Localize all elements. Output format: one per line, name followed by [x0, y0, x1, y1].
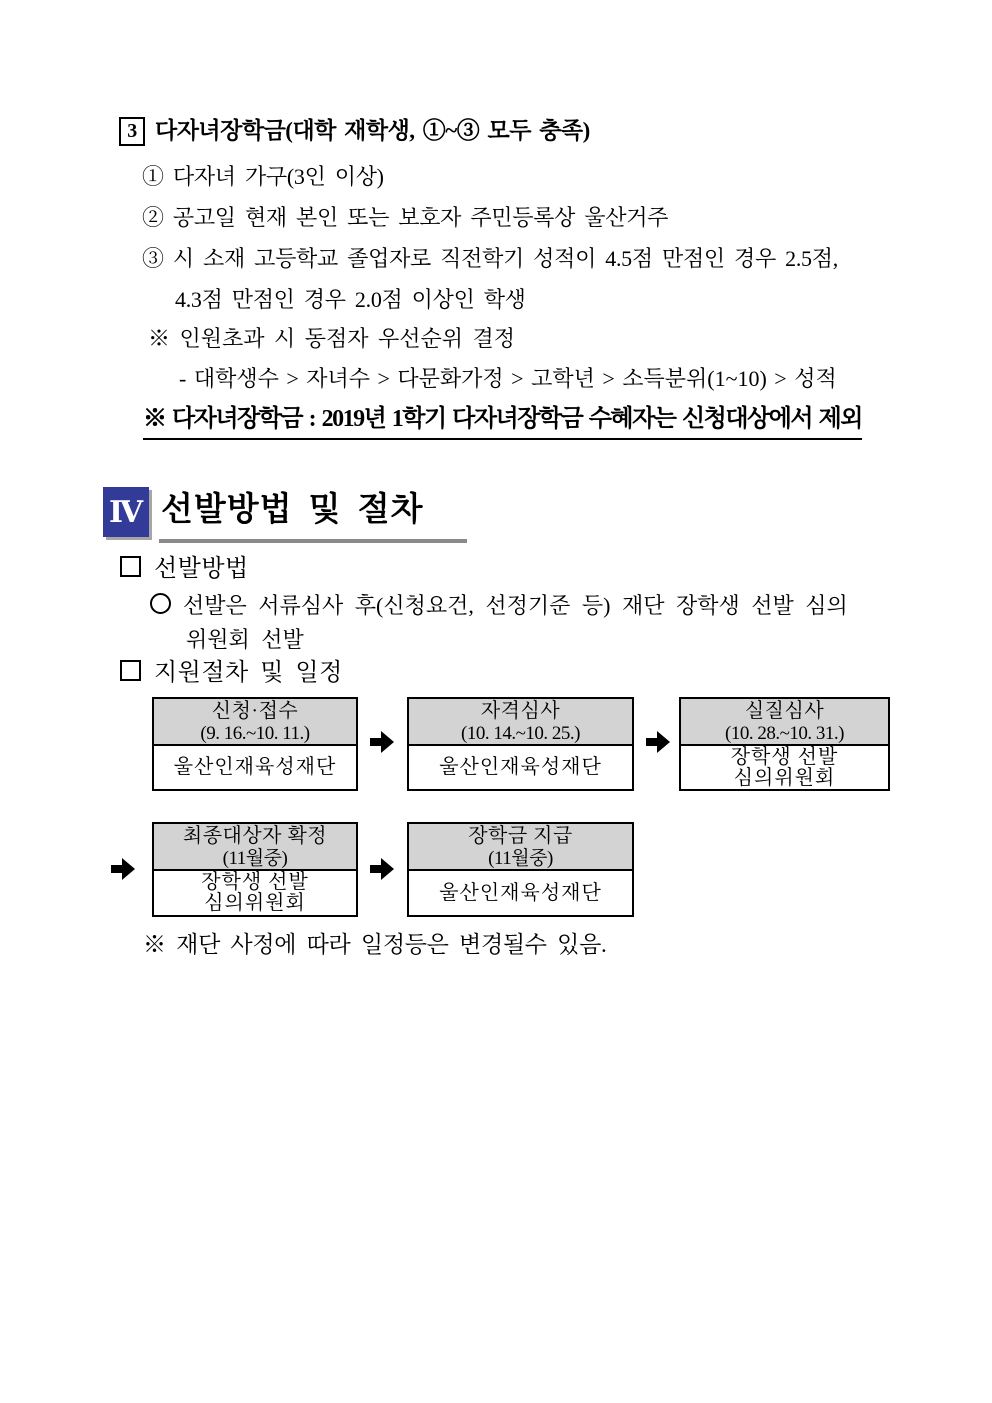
flow-step-title: 신청·접수 — [211, 699, 299, 722]
flow-step-apply — [152, 697, 358, 791]
flow-step-period: (11월중) — [488, 847, 553, 869]
flow-step-owner-line2: 심의위원회 — [204, 892, 306, 914]
flow-step-owner — [681, 746, 888, 789]
section4-roman-numeral-badge — [103, 487, 149, 537]
flow-step-owner-line2: 심의위원회 — [733, 766, 836, 789]
flow-arrow-icon — [111, 858, 136, 880]
flow-step-header — [154, 699, 356, 746]
flow-arrow-icon — [370, 858, 395, 880]
method-heading — [120, 548, 249, 583]
flow-step-owner-line1: 울산인재육성재단 — [173, 756, 337, 778]
flow-step-final-confirmation — [152, 822, 358, 917]
flow-step-header — [681, 699, 888, 746]
flow-arrow-icon — [646, 731, 671, 753]
schedule-change-note: ※ 재단 사정에 따라 일정등은 변경될수 있음. — [143, 932, 607, 957]
flow-step-owner-line1: 울산인재육성재단 — [439, 756, 602, 778]
method-heading-text: 선발방법 — [154, 556, 249, 582]
clause-item-2: ② 공고일 현재 본인 또는 보호자 주민등록상 울산거주 — [142, 205, 669, 230]
flow-step-owner-line1: 울산인재육성재단 — [439, 881, 602, 904]
square-bullet-icon — [120, 660, 141, 681]
flow-arrow-icon — [370, 731, 395, 753]
method-description-line1 — [150, 589, 848, 620]
clause-item-3: ③ 시 소재 고등학교 졸업자로 직전학기 성적이 4.5점 만점인 경우 2.5점, — [142, 246, 838, 271]
flow-step-period: (10. 28.~10. 31.) — [725, 722, 844, 744]
tiebreak-order: - 대학생수 > 자녀수 > 다문화가정 > 고학년 > 소득분위(1~10) > 성적 — [179, 366, 837, 391]
flow-step-header — [409, 824, 632, 871]
schedule-heading-text: 지원절차 및 일정 — [154, 660, 343, 686]
section4-title: 선발방법 및 절차 — [159, 483, 467, 543]
flow-step-title: 장학금 지급 — [468, 824, 573, 847]
roman-numeral: Ⅳ — [108, 495, 144, 529]
flow-step-payment — [407, 822, 634, 917]
flow-step-owner — [154, 746, 356, 789]
flow-step-owner-line1: 장학생 선발 — [201, 871, 309, 893]
flow-step-owner — [409, 746, 632, 789]
method-line1-text: 선발은 서류심사 후(신청요건, 선정기준 등) 재단 장학생 선발 심의 — [183, 593, 848, 618]
flow-step-substantive-review — [679, 697, 890, 791]
flow-step-eligibility-review — [407, 697, 634, 791]
flow-step-owner — [409, 871, 632, 915]
exclusion-note: ※ 다자녀장학금 : 2019년 1학기 다자녀장학금 수혜자는 신청대상에서 제외 — [143, 398, 862, 440]
flow-step-title: 실질심사 — [744, 699, 825, 722]
circle-bullet-icon — [150, 593, 171, 614]
flow-step-title: 최종대상자 확정 — [182, 824, 328, 847]
flow-step-period: (9. 16.~10. 11.) — [200, 722, 310, 744]
flow-step-header — [409, 699, 632, 746]
flow-step-owner-line1: 장학생 선발 — [730, 745, 839, 768]
flow-step-period: (10. 14.~10. 25.) — [461, 722, 580, 744]
schedule-heading — [120, 652, 343, 687]
method-description-line2: 위원회 선발 — [186, 627, 304, 652]
flow-step-owner — [154, 871, 356, 915]
square-bullet-icon — [120, 556, 141, 577]
flow-step-period: (11월중) — [222, 847, 288, 869]
section3-title — [119, 112, 590, 146]
clause-item-1: ① 다자녀 가구(3인 이상) — [142, 164, 384, 189]
flow-step-title: 자격심사 — [480, 699, 561, 722]
tiebreak-note: ※ 인원초과 시 동점자 우선순위 결정 — [148, 326, 516, 351]
flow-step-header — [154, 824, 356, 871]
clause-item-3-continued: 4.3점 만점인 경우 2.0점 이상인 학생 — [175, 287, 526, 312]
section3-number-box: 3 — [119, 117, 145, 146]
section3-title-text: 다자녀장학금(대학 재학생, ①~③ 모두 충족) — [155, 118, 590, 143]
